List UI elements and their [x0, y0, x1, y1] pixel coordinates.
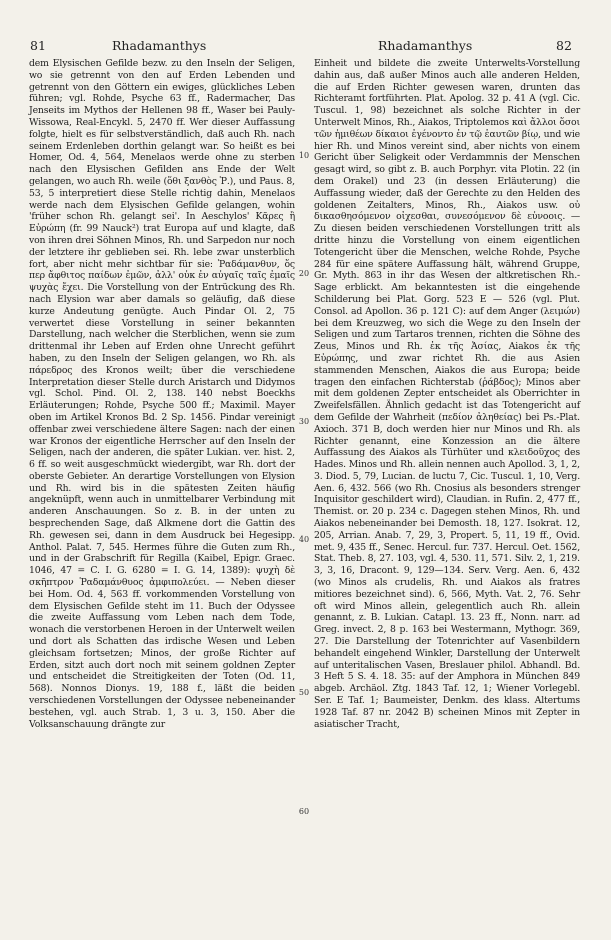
- line-number-30: 30: [298, 417, 310, 426]
- left-running-title: Rhadamanthys: [112, 38, 207, 53]
- left-column: [29, 58, 295, 730]
- left-column-text: dem Elysischen Gefilde bezw. zu den Inseln der Seligen, wo sie getrennt von den auf Erden Lebenden und getrennt von den Göttern ein ewiges, glückliches Leben führen; vgl. Rohde, Psyche 63 ff., Radermacher, Das Jenseits im Mythos der Hellenen 98 ff., Waser bei Pauly-Wissowa, Real-Encykl. 5, 2470 ff. Wer dieser Auffassung folgte, hielt es für selbstverständlich, daß auch Rh. nach seinem Erdenleben dorthin gelangt war. So heißt es bei Homer, Od. 4, 564, Menelaos werde ohne zu sterben nach den Elysischen Gefilden ans Ende der Welt gelangen, wo auch Rh. weile (ὅθι ξανθὸς Ῥ.), und Paus. 8, 53, 5 interpretiert diese Stelle richtig dahin, Menelaos werde nach dem Elysischen Gefilde gelangen, wohin 'früher schon Rh. gelangt sei'. In Aeschylos' Κᾶρες ἢ Εὐρώπη (fr. 99 Nauck²) trat Europa auf und klagte, daß von ihren drei Söhnen Minos, Rh. und Sarpedon nur noch der letztere ihr geblieben sei. Rh. lebe zwar unsterblich fort, aber nicht mehr sichtbar für sie: Ῥαδάμανθυν, ὅς περ ἄφθιτος παίδων ἐμῶν, ἀλλ' οὐκ ἐν αὐγαῖς ταῖς ἐμαῖς ψυχὰς ἔχει. Die Vorstellung von der Entrückung des Rh. nach Elysion war aber damals so geläufig, daß diese kurze Andeutung genügte. Auch Pindar Ol. 2, 75 verwertet diese Vorstellung in seiner bekannten Darstellung, nach welcher die Sterblichen, wenn sie zum drittenmal ihr Leben auf Erden ohne Unrecht geführt haben, zu den Inseln der Seligen gelangen, wo Rh. als πάρεδρος des Kronos weilt; über die verschiedene Interpretation dieser Stelle durch Aristarch und Didymos vgl. Schol. Pind. Ol. 2, 138. 140 nebst Boeckhs Erläuterungen; Rohde, Psyche 500 ff.; Maximil. Mayer oben im Artikel Kronos Bd. 2 Sp. 1456. Pindar vereinigt offenbar zwei verschiedene ältere Sagen: nach der einen war Kronos der eigentliche Herrscher auf den Inseln der Seligen, nach der anderen, die später Lukian. ver. hist. 2, 6 ff. so weit ausgeschmückt wiedergibt, war Rh. dort der oberste Gebieter. An derartige Vorstellungen von Elysion und Rh. wird bis in die spätesten Zeiten häufig angeknüpft, wenn auch in unmittelbarer Verbindung mit anderen Anschauungen. So z. B. in der unten zu besprechenden Sage, daß Alkmene dort die Gattin des Rh. gewesen sei, dann in dem Ausdruck bei Hegesipp. Anthol. Palat. 7, 545. Hermes führe die Guten zum Rh., und in der Grabschrift für Regilla (Kaibel, Epigr. Graec. 1046, 47 = C. I. G. 6280 = I. G. 14, 1389): ψυχὴ δὲ σκῆπτρον Ῥαδαμάνθυος ἀμφιπολεύει. — Neben dieser bei Hom. Od. 4, 563 ff. vorkommenden Vorstellung von dem Elysischen Gefilde steht im 11. Buch der Odyssee die zweite Auffassung vom Leben nach dem Tode, wonach die verstorbenen Heroen in der Unterwelt weilen und dort als Schatten das irdische Wesen und Leben gleichsam fortsetzen; Minos, der große Richter auf Erden, sitzt auch dort noch mit seinem goldnen Zepter und entscheidet die Streitigkeiten der Toten (Od. 11, 568). Nonnos Dionys. 19, 188 f., läßt die beiden verschiedenen Vorstellungen der Odyssee nebeneinander bestehen, vgl. auch Strab. 1, 3 u. 3, 150. Aber die Volksanschauung drängte zur: [29, 58, 295, 730]
- right-running-title: Rhadamanthys: [378, 38, 473, 53]
- right-column-text: Einheit und bildete die zweite Unterwelts-Vorstellung dahin aus, daß außer Minos auch alle anderen Helden, die auf Erden Richter gewesen waren, drunten das Richteramt fortführten. Plat. Apolog. 32 p. 41 A (vgl. Cic. Tuscul. 1, 98) bezeichnet als solche Richter in der Unterwelt Minos, Rh., Aiakos, Triptolemos καὶ ἄλλοι ὅσοι τῶν ἡμιθέων δίκαιοι ἐγένοντο ἐν τῷ ἑαυτῶν βίῳ, und wie hier Rh. und Minos vereint sind, aber nichts von einem Gericht über Seligkeit oder Verdammnis der Menschen gesagt wird, so gibt z. B. auch Porphyr. vita Plotin. 22 (in dem Orakel) und 23 (in dessen Erläuterung) die Auffassung wieder, daß der Gerechte zu den Helden des goldenen Zeitalters, Minos, Rh., Aiakos usw. οὐ δικασθησόμενον οἰχεσθαι, συνεσόμενον δὲ εὐνοοις. — Zu diesen beiden verschiedenen Vorstellungen tritt als dritte hinzu die Vorstellung von einem eigentlichen Totengericht über die Menschen, welche Rohde, Psyche 284 für eine spätere Auffassung hält, während Gruppe, Gr. Myth. 863 in ihr das Wesen der altkretischen Rh.-Sage erblickt. Am bekanntesten ist die eingehende Schilderung bei Plat. Gorg. 523 E — 526 (vgl. Plut. Consol. ad Apollon. 36 p. 121 C): auf dem Anger (λειμών) bei dem Kreuzweg, wo sich die Wege zu den Inseln der Seligen und zum Tartaros trennen, richten die Söhne des Zeus, Minos und Rh. ἐκ τῆς Ἀσίας, Aiakos ἐκ τῆς Εὐρώπης, und zwar richtet Rh. die aus Asien stammenden Menschen, Aiakos die aus Europa; beide tragen den einfachen Richterstab (ῥάβδος); Minos aber mit dem goldenen Zepter entscheidet als Oberrichter in Zweifelsfällen. Ähnlich gedacht ist das Totengericht auf dem Gefilde der Wahrheit (πεδίον ἀληθείας) bei Ps.-Plat. Axioch. 371 B, doch werden hier nur Minos und Rh. als Richter genannt, eine Konzession an die ältere Auffassung des Aiakos als Türhüter und κλειδοῦχος des Hades. Minos und Rh. allein nennen auch Apollod. 3, 1, 2, 3. Diod. 5, 79, Lucian. de luctu 7, Cic. Tuscul. 1, 10, Verg. Aen. 6, 432. 566 (wo Rh. Cnosius als besonders strenger Inquisitor geschildert wird), Claudian. in Rufin. 2, 477 ff., Themist. or. 20 p. 234 c. Dagegen stehen Minos, Rh. und Aiakos nebeneinander bei Demosth. 18, 127. Isokrat. 12, 205, Arrian. Anab. 7, 29, 3, Propert. 5, 11, 19 ff., Ovid. met. 9, 435 ff., Senec. Hercul. fur. 737. Hercul. Oet. 1562, Stat. Theb. 8, 27. 103, vgl. 4, 530. 11, 571. Silv. 2, 1, 219. 3, 3, 16, Dracont. 9, 129—134. Serv. Verg. Aen. 6, 432 (wo Minos als crudelis, Rh. und Aiakos als fratres mitiores bezeichnet sind). 6, 566, Myth. Vat. 2, 76. Sehr oft wird Minos allein, gelegentlich auch Rh. allein genannt, z. B. Lukian. Catapl. 13. 23 ff., Nonn. narr. ad Greg. invect. 2, 8 p. 163 bei Westermann, Mythogr. 369, 27. Die Darstellung der Totenrichter auf Vasenbildern behandelt eingehend Winkler, Darstellung der Unterwelt auf unteritalischen Vasen, Breslauer philol. Abhandl. Bd. 3 Heft 5 S. 4. 18. 35: auf der Amphora in München 849 abgeb. Archäol. Ztg. 1843 Taf. 12, 1; Wiener Vorlegebl. Ser. E Taf. 1; Baumeister, Denkm. des klass. Altertums 1928 Taf. 87 nr. 2042 B) scheinen Minos mit Zepter in asiatischer Tracht,: [314, 58, 580, 730]
- line-number-40: 40: [298, 535, 310, 544]
- right-column: [314, 58, 580, 730]
- right-page-number: 82: [556, 38, 572, 53]
- line-number-60: 60: [298, 807, 310, 816]
- line-number-10: 10: [298, 151, 310, 160]
- left-page-number: 81: [30, 38, 46, 53]
- line-number-50: 50: [298, 688, 310, 697]
- line-number-20: 20: [298, 269, 310, 278]
